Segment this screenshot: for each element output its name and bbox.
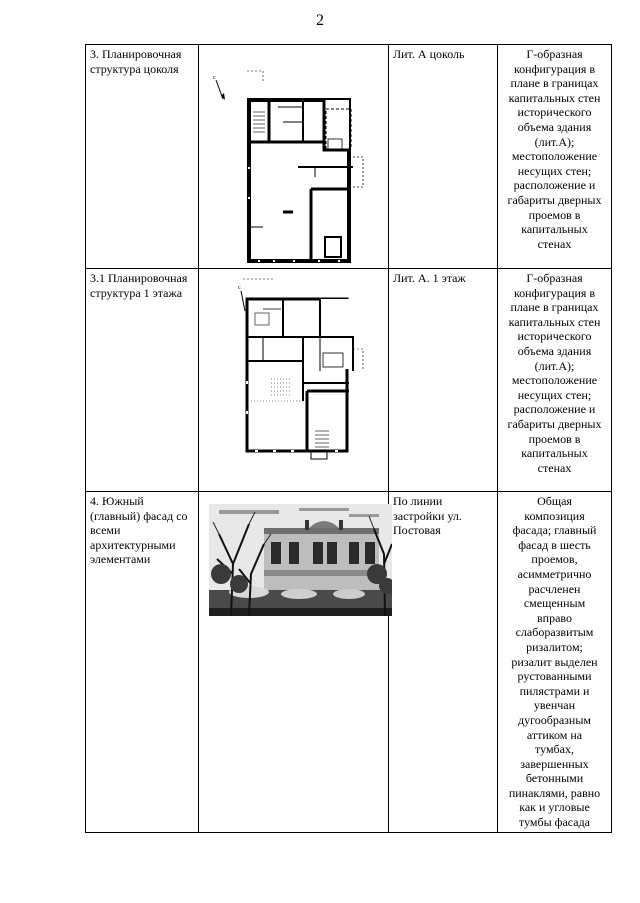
description-line: капитальных [521,446,588,461]
description-line: Г-образная [526,271,583,285]
description-line: плане в границах [510,76,599,91]
description-line: пилястрами и [519,683,590,698]
first-floor-plan-drawing [203,271,384,489]
description-line: капитальных стен [508,90,601,105]
description-line: конфигурация в [513,61,596,76]
description-line: несущих стен; [517,163,592,178]
description-line: тумбы фасада [518,815,591,830]
protected-elements-table [85,44,612,833]
description-line: тумбах, [535,742,574,757]
description-line: смещенным [523,596,586,611]
description-line: завершенных [520,756,589,771]
description-line: исторического [517,329,592,344]
description-line: проемов в [528,431,581,446]
description-line: объема здания [517,119,592,134]
description-line: местоположение [511,149,598,164]
location-cell: По линии застройки ул. Постовая [389,492,498,833]
description-line: фасада; главный [512,523,597,538]
description-line: ризалитом; [526,639,583,654]
description-line: исторического [517,105,592,120]
description-line: капитальных стен [508,314,601,329]
description-line: пинаклями, равно [508,785,601,800]
description-line: бетонными [525,771,584,786]
facade-photo [209,504,392,616]
description-cell [498,492,612,833]
description-line: расчленен [528,581,581,596]
description-line: как и угловые [519,800,590,815]
description-cell [498,45,612,269]
description-line: (лит.А); [534,134,575,149]
description-line: несущих стен; [517,387,592,402]
basement-floor-plan-drawing [203,47,384,266]
description-line: стенах [537,236,572,251]
description-line: дугообразным [518,712,591,727]
svg-text:c: c [213,75,216,81]
description-line: композиция [524,508,585,523]
description-line: рустованными [517,669,592,684]
table-row [86,45,612,269]
description-line: конфигурация в [513,285,596,300]
description-line: плане в границах [510,300,599,315]
description-line: расположение и [513,402,596,417]
description-line: Г-образная [526,47,583,61]
description-line: ризалит выделен [511,654,598,669]
element-name-cell: 4. Южный (главный) фасад со всеми архитектурными элементами [86,492,199,833]
description-line: аттиком на [526,727,583,742]
description-line: (лит.А); [534,358,575,373]
basement-plan-cell [199,45,389,269]
description-cell [498,269,612,492]
facade-photo-cell [199,492,389,833]
table-row [86,269,612,492]
description-line: объема здания [517,343,592,358]
description-line: асимметрично [517,566,592,581]
svg-text:c: c [238,285,241,291]
first-floor-plan-cell [199,269,389,492]
description-line: габариты дверных [507,192,602,207]
page-number: 2 [316,12,324,29]
description-line: местоположение [511,373,598,388]
element-name-cell: 3.1 Планировочная структура 1 этажа [86,269,199,492]
location-cell: Лит. А цоколь [389,45,498,269]
description-line: вправо [537,610,572,625]
element-name-cell: 3. Планировочная структура цоколя [86,45,199,269]
description-line: слаборазвитым [515,625,594,640]
description-line: увенчан [533,698,576,713]
description-line: проемов, [531,552,578,567]
location-cell: Лит. А. 1 этаж [389,269,498,492]
description-line: Общая [537,494,572,508]
description-line: фасад в шесть [518,537,591,552]
table-row [86,492,612,833]
description-line: проемов в [528,207,581,222]
description-line: капитальных [521,222,588,237]
description-line: габариты дверных [507,416,602,431]
description-line: расположение и [513,178,596,193]
description-line: стенах [537,460,572,475]
